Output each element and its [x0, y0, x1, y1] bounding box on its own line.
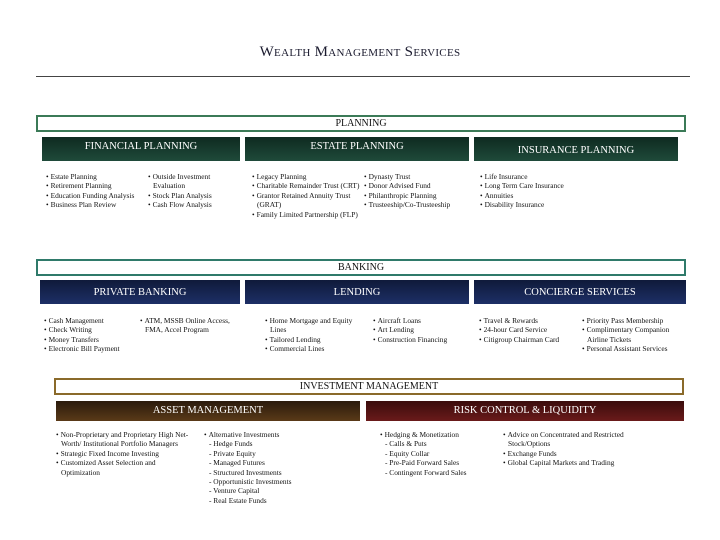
- list-item: • Travel & Rewards: [479, 316, 579, 325]
- list-item: • Cash Flow Analysis: [148, 200, 240, 209]
- lending-header: [245, 280, 469, 304]
- lending-title: LENDING: [333, 287, 381, 298]
- list-item: • Alternative Investments: [204, 430, 324, 439]
- list-item: • Charitable Remainder Trust (CRT): [252, 181, 362, 190]
- private-banking-list-1: [44, 316, 140, 354]
- financial-planning-list-1: [46, 172, 138, 210]
- list-item: • ATM, MSSB Online Access, FMA, Accel Program: [140, 316, 236, 335]
- asset-management-list-2: [204, 430, 324, 505]
- list-item: • Legacy Planning: [252, 172, 362, 181]
- list-item: • Tailored Lending: [265, 335, 365, 344]
- concierge-services-list-1: [479, 316, 579, 344]
- private-banking-list-2: [140, 316, 236, 335]
- list-item: • Home Mortgage and Equity Lines: [265, 316, 365, 335]
- estate-planning-header: [245, 137, 469, 161]
- list-item: • Money Transfers: [44, 335, 140, 344]
- list-item: - Venture Capital: [209, 486, 260, 496]
- list-item: • Cash Management: [44, 316, 140, 325]
- risk-control-list-1: [380, 430, 490, 477]
- concierge-services-title: CONCIERGE SERVICES: [524, 287, 636, 298]
- risk-control-liquidity-title: RISK CONTROL & LIQUIDITY: [453, 405, 597, 416]
- list-item: - Opportunistic Investments: [209, 477, 292, 487]
- list-item: • Long Term Care Insurance: [480, 181, 590, 190]
- concierge-services-list-2: [582, 316, 686, 354]
- list-item: • Customized Asset Selection and Optimization: [56, 458, 192, 477]
- asset-management-header: [56, 401, 360, 421]
- list-item: • Non-Proprietary and Proprietary High Net-Worth/ Institutional Portfolio Managers: [56, 430, 192, 449]
- lending-list-2: [373, 316, 469, 344]
- list-item: • Education Funding Analysis: [46, 191, 138, 200]
- list-item: - Real Estate Funds: [209, 495, 267, 505]
- concierge-services-header: [474, 280, 686, 304]
- list-item: - Private Equity: [209, 448, 256, 458]
- list-item: • Priority Pass Membership: [582, 316, 686, 325]
- list-item: • Check Writing: [44, 325, 140, 334]
- investment-management-band-label: INVESTMENT MANAGEMENT: [299, 381, 439, 392]
- estate-planning-list-1: [252, 172, 362, 219]
- list-item: • Personal Assistant Services: [582, 344, 686, 353]
- list-item: - Managed Futures: [209, 458, 265, 468]
- title-divider: [36, 76, 690, 77]
- lending-list-1: [265, 316, 365, 354]
- list-item: • Outside Investment Evaluation: [148, 172, 240, 191]
- banking-band: [36, 259, 686, 276]
- list-item: • Aircraft Loans: [373, 316, 469, 325]
- financial-planning-list-2: [148, 172, 240, 210]
- list-item: - Contingent Forward Sales: [385, 467, 467, 477]
- estate-planning-title: ESTATE PLANNING: [310, 141, 404, 152]
- page-title: Wealth Management Services: [259, 44, 461, 60]
- list-item: • Global Capital Markets and Trading: [503, 458, 663, 467]
- list-item: - Calls & Puts: [385, 439, 427, 449]
- list-item: • 24-hour Card Service: [479, 325, 579, 334]
- list-item: - Equity Collar: [385, 448, 430, 458]
- list-item: • Strategic Fixed Income Investing: [56, 449, 192, 458]
- estate-planning-list-2: [364, 172, 472, 210]
- list-item: • Hedging & Monetization: [380, 430, 490, 439]
- list-item: • Advice on Concentrated and Restricted Stock/Options: [503, 430, 663, 449]
- list-item: • Stock Plan Analysis: [148, 191, 240, 200]
- list-item: • Exchange Funds: [503, 449, 663, 458]
- list-item: • Art Lending: [373, 325, 469, 334]
- list-item: • Life Insurance: [480, 172, 590, 181]
- list-item: • Retirement Planning: [46, 181, 138, 190]
- list-item: • Business Plan Review: [46, 200, 138, 209]
- list-item: • Electronic Bill Payment: [44, 344, 140, 353]
- list-item: • Citigroup Chairman Card: [479, 335, 579, 344]
- asset-management-list-1: [56, 430, 192, 477]
- insurance-planning-header: [474, 137, 678, 161]
- financial-planning-title: FINANCIAL PLANNING: [84, 141, 198, 152]
- private-banking-header: [40, 280, 240, 304]
- list-item: • Family Limited Partnership (FLP): [252, 210, 362, 219]
- list-item: - Hedge Funds: [209, 439, 253, 449]
- list-item: - Structured Investments: [209, 467, 282, 477]
- risk-control-liquidity-header: [366, 401, 684, 421]
- list-item: • Philanthropic Planning: [364, 191, 472, 200]
- list-item: • Grantor Retained Annuity Trust (GRAT): [252, 191, 362, 210]
- list-item: • Trusteeship/Co-Trusteeship: [364, 200, 472, 209]
- asset-management-title: ASSET MANAGEMENT: [152, 405, 264, 416]
- investment-management-band: [54, 378, 684, 395]
- list-item: • Commercial Lines: [265, 344, 365, 353]
- list-item: • Construction Financing: [373, 335, 469, 344]
- list-item: - Pre-Paid Forward Sales: [385, 458, 460, 468]
- list-item: • Donor Advised Fund: [364, 181, 472, 190]
- insurance-planning-list: [480, 172, 590, 210]
- insurance-planning-title: INSURANCE PLANNING: [517, 145, 635, 156]
- list-item: • Annuities: [480, 191, 590, 200]
- list-item: • Complimentary Companion Airline Tickets: [582, 325, 686, 344]
- planning-band: [36, 115, 686, 132]
- list-item: • Estate Planning: [46, 172, 138, 181]
- list-item: • Disability Insurance: [480, 200, 590, 209]
- banking-band-label: BANKING: [337, 262, 385, 273]
- private-banking-title: PRIVATE BANKING: [93, 287, 187, 298]
- planning-band-label: PLANNING: [335, 118, 387, 129]
- financial-planning-header: [42, 137, 240, 161]
- risk-control-list-2: [503, 430, 663, 468]
- list-item: • Dynasty Trust: [364, 172, 472, 181]
